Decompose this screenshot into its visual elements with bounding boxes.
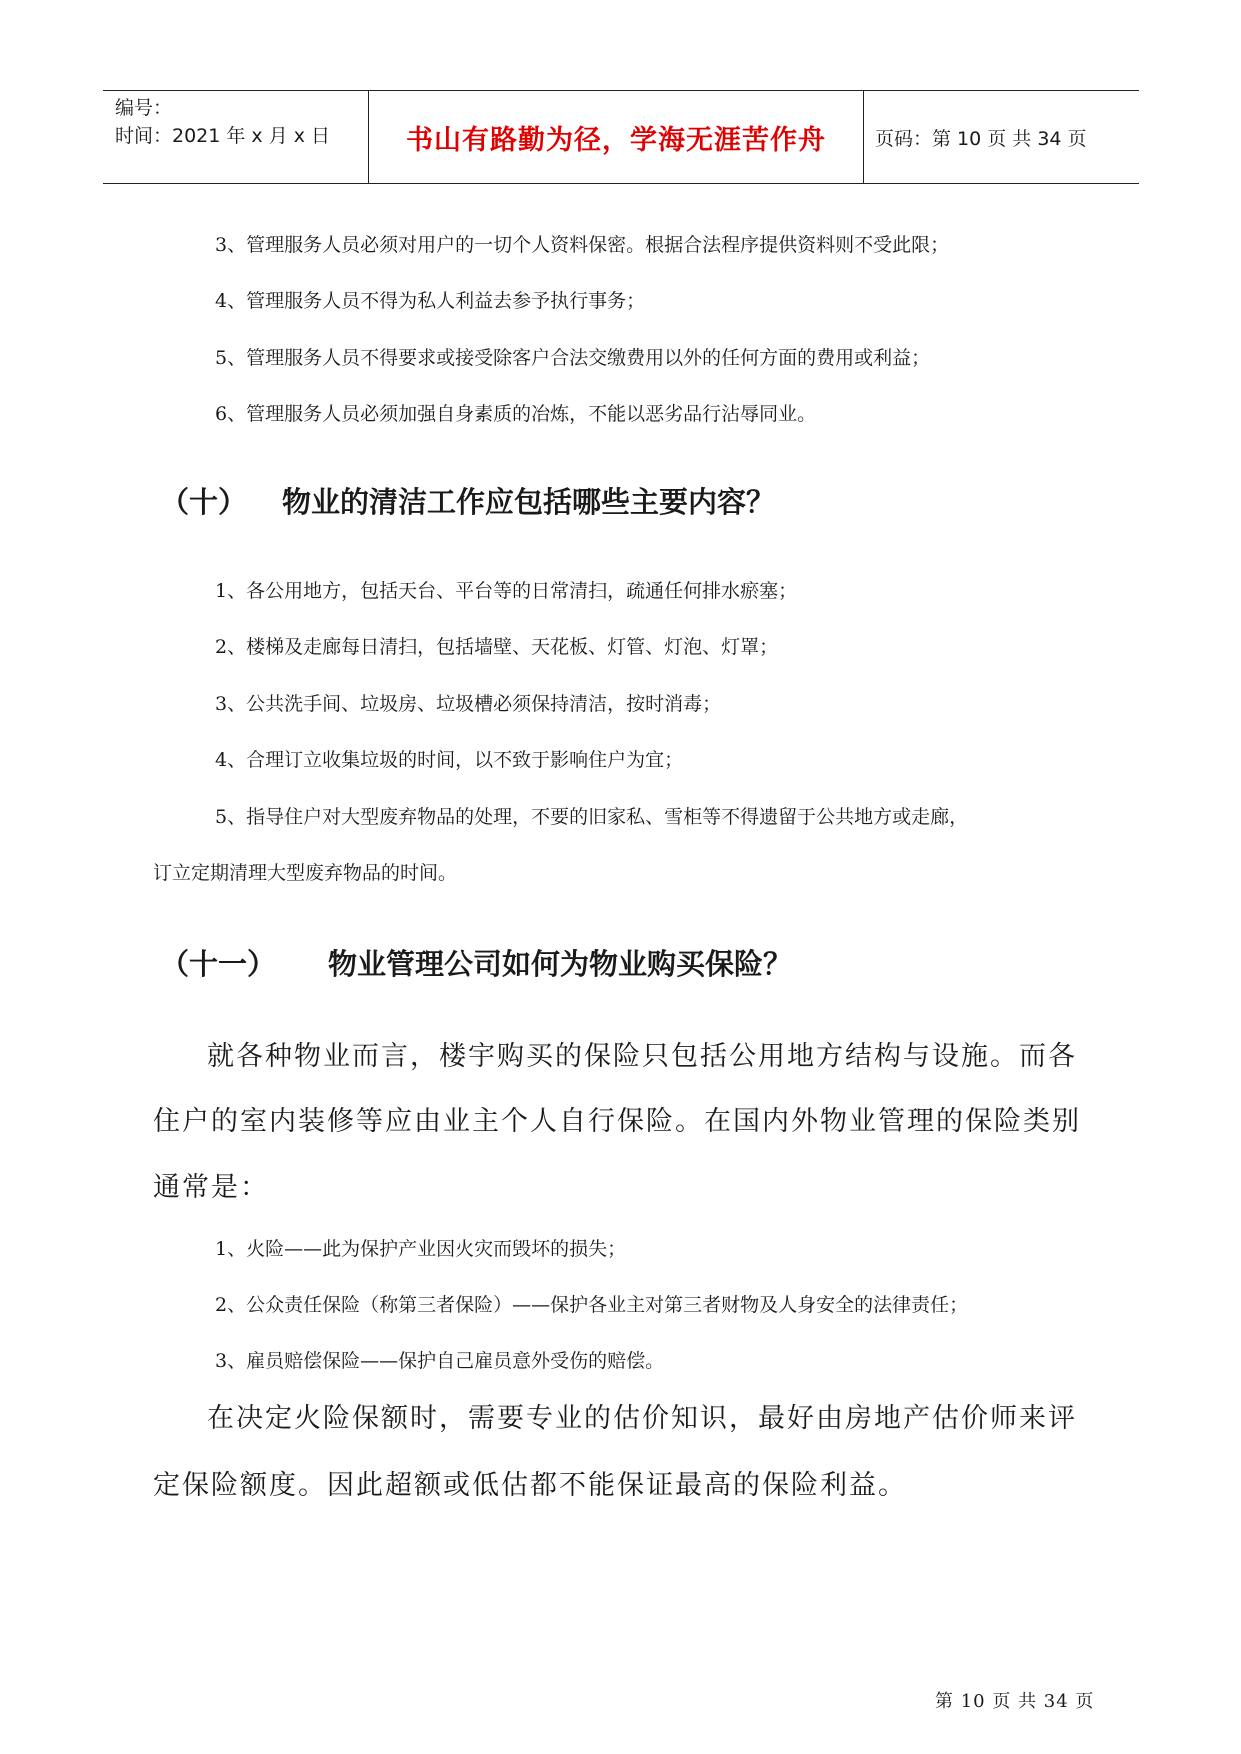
paragraph-line: 住户的室内装修等应由业主个人自行保险。在国内外物业管理的保险类别 [153,1106,1081,1137]
paragraph-line: 在决定火险保额时，需要专业的估价知识，最好由房地产估价师来评 [207,1403,1077,1434]
list-item: 4、合理订立收集垃圾的时间，以不致于影响住户为宜； [215,749,684,771]
page-header [103,90,1139,184]
list-item: 3、公共洗手间、垃圾房、垃圾槽必须保持清洁，按时消毒； [215,693,722,715]
header-page-cell [863,91,1139,183]
header-motto-cell [368,91,864,183]
section-number: （十一） [160,947,277,981]
header-page-number: 页码：第 10 页 共 34 页 [875,128,1087,150]
list-item: 2、楼梯及走廊每日清扫，包括墙壁、天花板、灯管、灯泡、灯罩； [215,636,779,658]
list-item: 4、管理服务人员不得为私人利益去参予执行事务； [215,290,646,312]
section-number: （十） [160,485,248,519]
list-item-continuation: 订立定期清理大型废弃物品的时间。 [153,862,458,884]
list-item: 1、各公用地方，包括天台、平台等的日常清扫，疏通任何排水瘀塞； [215,580,798,602]
serial-number-label: 编号： [115,97,173,119]
list-item: 5、指导住户对大型废弃物品的处理，不要的旧家私、雪柜等不得遗留于公共地方或走廊， [215,806,969,828]
section-title: 物业的清洁工作应包括哪些主要内容？ [282,485,776,519]
page-footer: 第 10 页 共 34 页 [935,1691,1095,1712]
section-heading-10 [160,480,775,521]
paragraph-line: 定保险额度。因此超额或低估都不能保证最高的保险利益。 [153,1470,907,1501]
list-item: 2、公众责任保险（称第三者保险）——保护各业主对第三者财物及人身安全的法律责任； [215,1294,969,1316]
time-label: 时间：2021 年 x 月 x 日 [115,125,331,147]
paragraph-line: 通常是： [153,1172,269,1203]
list-item: 3、雇员赔偿保险——保护自己雇员意外受伤的赔偿。 [215,1350,665,1372]
header-info-cell [103,91,368,183]
list-item: 5、管理服务人员不得要求或接受除客户合法交缴费用以外的任何方面的费用或利益； [215,347,931,369]
header-motto: 书山有路勤为径，学海无涯苦作舟 [406,125,826,156]
list-item: 6、管理服务人员必须加强自身素质的冶炼，不能以恶劣品行沾辱同业。 [215,403,817,425]
list-item: 1、火险——此为保护产业因火灾而毁坏的损失； [215,1238,627,1260]
section-title: 物业管理公司如何为物业购买保险？ [328,947,793,981]
paragraph-line: 就各种物业而言，楼宇购买的保险只包括公用地方结构与设施。而各 [207,1041,1077,1072]
list-item: 3、管理服务人员必须对用户的一切个人资料保密。根据合法程序提供资料则不受此限； [215,234,950,256]
section-heading-11 [160,942,792,983]
